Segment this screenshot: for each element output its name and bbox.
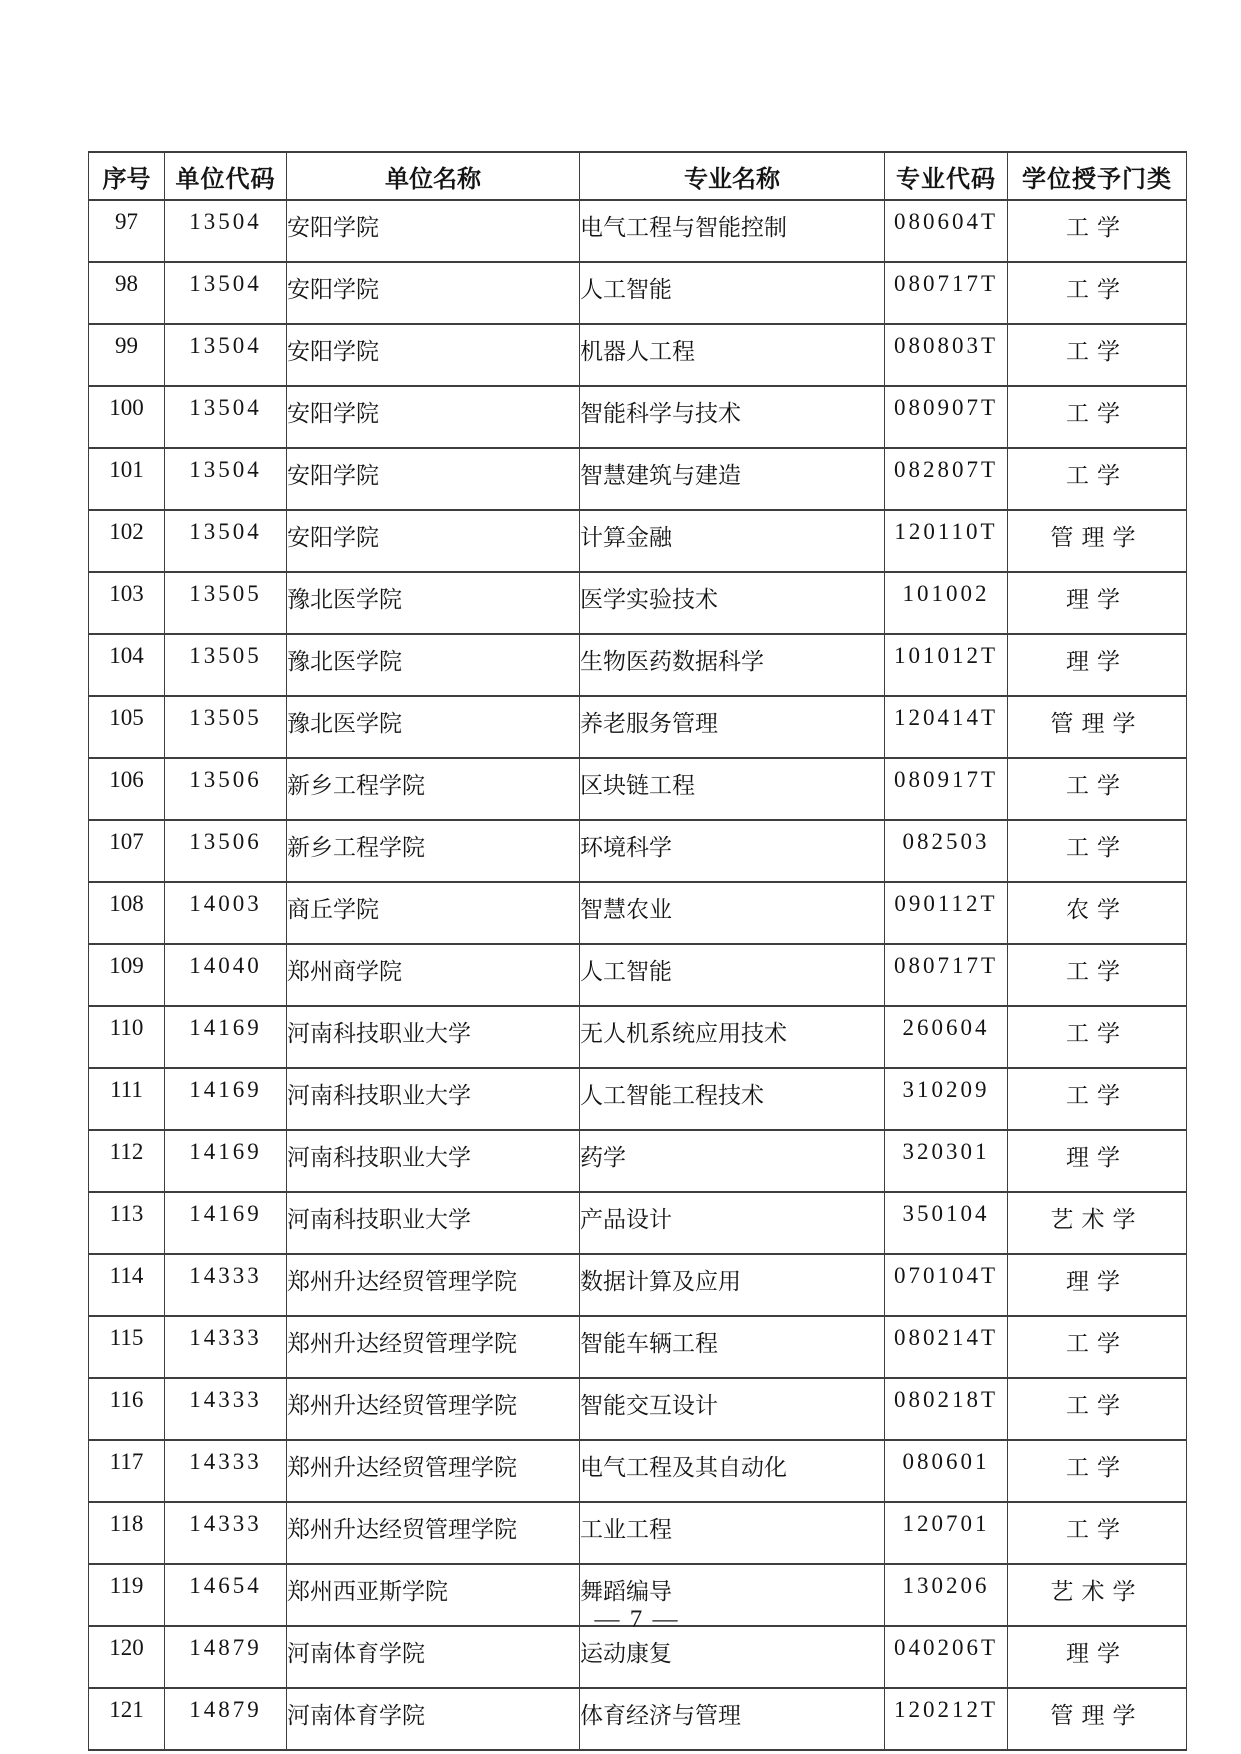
- table-row: [89, 1068, 1187, 1130]
- cell-major-code: 082807T: [885, 448, 1008, 510]
- cell-index: 117: [89, 1440, 165, 1502]
- cell-major-name: 智能科学与技术: [580, 386, 885, 448]
- cell-unit-name: 豫北医学院: [287, 572, 580, 634]
- cell-degree-category: 管理学: [1008, 1688, 1187, 1750]
- cell-major-code: 120414T: [885, 696, 1008, 758]
- cell-major-name: 体育经济与管理: [580, 1688, 885, 1750]
- cell-unit-name: 郑州商学院: [287, 944, 580, 1006]
- cell-degree-category: 理学: [1008, 1254, 1187, 1316]
- table-header: [89, 152, 1187, 200]
- cell-degree-category: 理学: [1008, 572, 1187, 634]
- cell-index: 116: [89, 1378, 165, 1440]
- cell-index: 112: [89, 1130, 165, 1192]
- header-major-name: 专业名称: [580, 152, 885, 200]
- cell-index: 118: [89, 1502, 165, 1564]
- cell-major-name: 产品设计: [580, 1192, 885, 1254]
- cell-degree-category: 工学: [1008, 448, 1187, 510]
- cell-index: 100: [89, 386, 165, 448]
- cell-major-name: 环境科学: [580, 820, 885, 882]
- cell-major-code: 310209: [885, 1068, 1008, 1130]
- cell-major-code: 120110T: [885, 510, 1008, 572]
- table-row: [89, 1626, 1187, 1688]
- cell-major-code: 101002: [885, 572, 1008, 634]
- cell-unit-name: 安阳学院: [287, 386, 580, 448]
- cell-index: 102: [89, 510, 165, 572]
- cell-unit-code: 14333: [165, 1316, 287, 1378]
- cell-major-code: 320301: [885, 1130, 1008, 1192]
- table-row: [89, 1440, 1187, 1502]
- table-row: [89, 572, 1187, 634]
- cell-degree-category: 艺术学: [1008, 1564, 1187, 1626]
- cell-unit-code: 14169: [165, 1006, 287, 1068]
- cell-major-name: 运动康复: [580, 1626, 885, 1688]
- cell-degree-category: 工学: [1008, 1068, 1187, 1130]
- cell-major-name: 药学: [580, 1130, 885, 1192]
- cell-degree-category: 管理学: [1008, 510, 1187, 572]
- header-major-code: 专业代码: [885, 152, 1008, 200]
- cell-major-code: 080803T: [885, 324, 1008, 386]
- cell-unit-code: 13505: [165, 634, 287, 696]
- table-row: [89, 634, 1187, 696]
- cell-degree-category: 工学: [1008, 1502, 1187, 1564]
- cell-major-code: 090112T: [885, 882, 1008, 944]
- cell-unit-name: 郑州升达经贸管理学院: [287, 1254, 580, 1316]
- table-row: [89, 1316, 1187, 1378]
- cell-unit-code: 14333: [165, 1502, 287, 1564]
- majors-table: [88, 151, 1187, 1751]
- cell-major-code: 080214T: [885, 1316, 1008, 1378]
- cell-degree-category: 艺术学: [1008, 1192, 1187, 1254]
- cell-unit-name: 郑州升达经贸管理学院: [287, 1440, 580, 1502]
- header-degree-category: 学位授予门类: [1008, 152, 1187, 200]
- cell-unit-code: 14333: [165, 1254, 287, 1316]
- cell-index: 103: [89, 572, 165, 634]
- cell-unit-code: 14333: [165, 1440, 287, 1502]
- cell-unit-name: 河南科技职业大学: [287, 1192, 580, 1254]
- cell-degree-category: 工学: [1008, 820, 1187, 882]
- cell-major-name: 工业工程: [580, 1502, 885, 1564]
- header-unit-code: 单位代码: [165, 152, 287, 200]
- cell-major-code: 130206: [885, 1564, 1008, 1626]
- page-number: — 7 —: [594, 1606, 680, 1633]
- cell-degree-category: 工学: [1008, 1440, 1187, 1502]
- cell-index: 115: [89, 1316, 165, 1378]
- cell-degree-category: 工学: [1008, 1378, 1187, 1440]
- cell-index: 110: [89, 1006, 165, 1068]
- cell-major-code: 080717T: [885, 262, 1008, 324]
- table-row: [89, 1006, 1187, 1068]
- cell-major-code: 080917T: [885, 758, 1008, 820]
- cell-index: 99: [89, 324, 165, 386]
- cell-unit-code: 14040: [165, 944, 287, 1006]
- cell-major-name: 生物医药数据科学: [580, 634, 885, 696]
- cell-degree-category: 工学: [1008, 1006, 1187, 1068]
- table-row: [89, 758, 1187, 820]
- cell-index: 104: [89, 634, 165, 696]
- cell-unit-code: 14003: [165, 882, 287, 944]
- cell-unit-code: 13504: [165, 448, 287, 510]
- table-row: [89, 324, 1187, 386]
- table-row: [89, 1688, 1187, 1750]
- cell-major-name: 数据计算及应用: [580, 1254, 885, 1316]
- cell-unit-name: 安阳学院: [287, 448, 580, 510]
- cell-index: 120: [89, 1626, 165, 1688]
- cell-unit-name: 豫北医学院: [287, 696, 580, 758]
- cell-major-code: 101012T: [885, 634, 1008, 696]
- cell-unit-name: 郑州升达经贸管理学院: [287, 1316, 580, 1378]
- cell-unit-code: 14654: [165, 1564, 287, 1626]
- cell-unit-code: 14879: [165, 1626, 287, 1688]
- cell-degree-category: 理学: [1008, 634, 1187, 696]
- cell-major-code: 080717T: [885, 944, 1008, 1006]
- cell-major-name: 无人机系统应用技术: [580, 1006, 885, 1068]
- cell-index: 98: [89, 262, 165, 324]
- cell-index: 97: [89, 200, 165, 262]
- cell-unit-name: 安阳学院: [287, 200, 580, 262]
- cell-index: 108: [89, 882, 165, 944]
- cell-unit-name: 河南体育学院: [287, 1626, 580, 1688]
- cell-unit-code: 13505: [165, 696, 287, 758]
- table-row: [89, 386, 1187, 448]
- cell-major-name: 人工智能: [580, 944, 885, 1006]
- table-row: [89, 1192, 1187, 1254]
- cell-degree-category: 工学: [1008, 944, 1187, 1006]
- table-row: [89, 1502, 1187, 1564]
- cell-unit-name: 郑州西亚斯学院: [287, 1564, 580, 1626]
- cell-major-name: 电气工程与智能控制: [580, 200, 885, 262]
- cell-degree-category: 理学: [1008, 1626, 1187, 1688]
- cell-unit-name: 郑州升达经贸管理学院: [287, 1502, 580, 1564]
- table-body: [89, 200, 1187, 1750]
- cell-unit-code: 14169: [165, 1068, 287, 1130]
- cell-unit-name: 河南科技职业大学: [287, 1068, 580, 1130]
- cell-unit-name: 新乡工程学院: [287, 758, 580, 820]
- cell-unit-code: 13506: [165, 820, 287, 882]
- cell-unit-code: 14169: [165, 1192, 287, 1254]
- cell-unit-code: 14879: [165, 1688, 287, 1750]
- cell-unit-code: 13506: [165, 758, 287, 820]
- cell-degree-category: 管理学: [1008, 696, 1187, 758]
- cell-unit-code: 14169: [165, 1130, 287, 1192]
- cell-degree-category: 工学: [1008, 758, 1187, 820]
- cell-unit-code: 13504: [165, 386, 287, 448]
- cell-major-code: 080604T: [885, 200, 1008, 262]
- cell-major-name: 区块链工程: [580, 758, 885, 820]
- cell-index: 111: [89, 1068, 165, 1130]
- cell-degree-category: 工学: [1008, 386, 1187, 448]
- cell-major-code: 082503: [885, 820, 1008, 882]
- cell-unit-name: 豫北医学院: [287, 634, 580, 696]
- header-index: 序号: [89, 152, 165, 200]
- cell-index: 101: [89, 448, 165, 510]
- cell-index: 121: [89, 1688, 165, 1750]
- cell-major-name: 智能车辆工程: [580, 1316, 885, 1378]
- cell-major-code: 350104: [885, 1192, 1008, 1254]
- cell-major-name: 养老服务管理: [580, 696, 885, 758]
- cell-index: 119: [89, 1564, 165, 1626]
- cell-index: 109: [89, 944, 165, 1006]
- cell-index: 113: [89, 1192, 165, 1254]
- cell-unit-code: 13504: [165, 510, 287, 572]
- table-row: [89, 510, 1187, 572]
- cell-major-code: 260604: [885, 1006, 1008, 1068]
- cell-unit-name: 新乡工程学院: [287, 820, 580, 882]
- cell-unit-code: 13504: [165, 262, 287, 324]
- cell-major-code: 070104T: [885, 1254, 1008, 1316]
- table-row: [89, 696, 1187, 758]
- cell-unit-name: 商丘学院: [287, 882, 580, 944]
- table-row: [89, 448, 1187, 510]
- cell-major-name: 智能交互设计: [580, 1378, 885, 1440]
- table-row: [89, 882, 1187, 944]
- cell-major-code: 120212T: [885, 1688, 1008, 1750]
- cell-major-code: 080907T: [885, 386, 1008, 448]
- table-row: [89, 262, 1187, 324]
- cell-major-name: 机器人工程: [580, 324, 885, 386]
- cell-unit-name: 河南体育学院: [287, 1688, 580, 1750]
- cell-major-code: 120701: [885, 1502, 1008, 1564]
- cell-major-name: 舞蹈编导: [580, 1564, 885, 1626]
- cell-major-code: 080218T: [885, 1378, 1008, 1440]
- cell-index: 106: [89, 758, 165, 820]
- cell-major-name: 电气工程及其自动化: [580, 1440, 885, 1502]
- cell-index: 114: [89, 1254, 165, 1316]
- cell-unit-name: 安阳学院: [287, 324, 580, 386]
- cell-unit-name: 河南科技职业大学: [287, 1130, 580, 1192]
- table-row: [89, 1378, 1187, 1440]
- cell-index: 107: [89, 820, 165, 882]
- table-header-row: [89, 152, 1187, 200]
- cell-major-name: 计算金融: [580, 510, 885, 572]
- table-row: [89, 820, 1187, 882]
- cell-degree-category: 工学: [1008, 200, 1187, 262]
- table-row: [89, 944, 1187, 1006]
- cell-degree-category: 工学: [1008, 1316, 1187, 1378]
- cell-unit-name: 河南科技职业大学: [287, 1006, 580, 1068]
- cell-degree-category: 农学: [1008, 882, 1187, 944]
- cell-unit-code: 13504: [165, 200, 287, 262]
- table-row: [89, 1254, 1187, 1316]
- cell-unit-code: 13505: [165, 572, 287, 634]
- cell-unit-name: 郑州升达经贸管理学院: [287, 1378, 580, 1440]
- cell-unit-name: 安阳学院: [287, 262, 580, 324]
- cell-degree-category: 工学: [1008, 324, 1187, 386]
- cell-major-code: 080601: [885, 1440, 1008, 1502]
- cell-major-name: 医学实验技术: [580, 572, 885, 634]
- cell-major-name: 人工智能: [580, 262, 885, 324]
- cell-unit-name: 安阳学院: [287, 510, 580, 572]
- table-row: [89, 1130, 1187, 1192]
- cell-major-code: 040206T: [885, 1626, 1008, 1688]
- cell-major-name: 人工智能工程技术: [580, 1068, 885, 1130]
- cell-unit-code: 13504: [165, 324, 287, 386]
- cell-major-name: 智慧建筑与建造: [580, 448, 885, 510]
- table-row: [89, 200, 1187, 262]
- cell-major-name: 智慧农业: [580, 882, 885, 944]
- cell-index: 105: [89, 696, 165, 758]
- header-unit-name: 单位名称: [287, 152, 580, 200]
- cell-degree-category: 工学: [1008, 262, 1187, 324]
- cell-unit-code: 14333: [165, 1378, 287, 1440]
- cell-degree-category: 理学: [1008, 1130, 1187, 1192]
